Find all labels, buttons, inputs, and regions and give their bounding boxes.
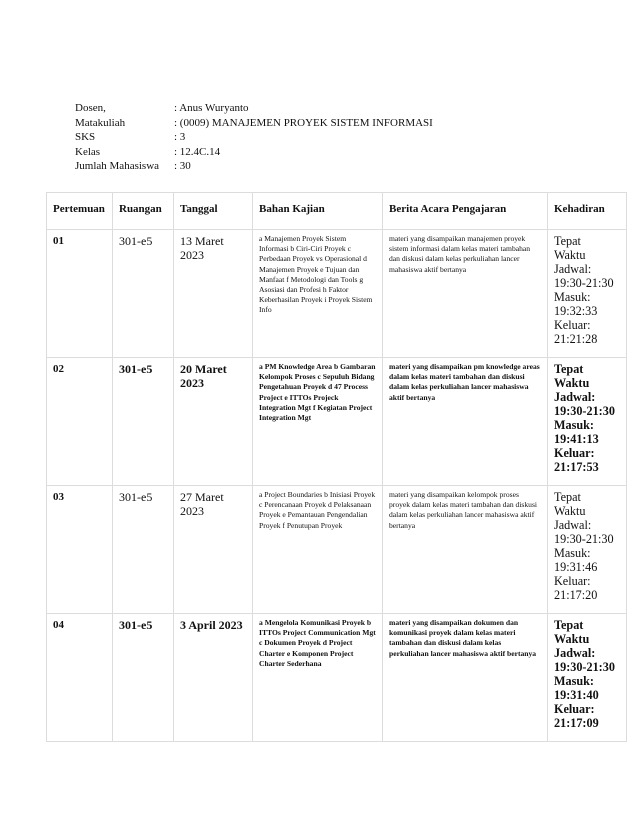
kehadiran-line: Tepat (554, 490, 581, 504)
header-tanggal: Tanggal (174, 193, 253, 230)
table-row (47, 486, 627, 614)
jumlah-label: Jumlah Mahasiswa (75, 160, 160, 172)
kehadiran-line: Keluar: (554, 318, 591, 332)
cell-tanggal: 3 April 2023 (174, 614, 253, 742)
kehadiran-line: Jadwal: (554, 262, 592, 276)
kehadiran-line: Jadwal: (554, 646, 596, 660)
cell-ruangan: 301-e5 (113, 614, 174, 742)
cell-tanggal: 27 Maret 2023 (174, 486, 253, 614)
kehadiran-line: 19:30-21:30 (554, 276, 614, 290)
cell-kehadiran (548, 486, 627, 614)
kelas-label: Kelas (75, 145, 101, 158)
cell-tanggal: 13 Maret 2023 (174, 230, 253, 358)
cell-kehadiran (548, 614, 627, 742)
header-kehadiran: Kehadiran (548, 193, 627, 230)
info-row-matakuliah (75, 116, 433, 131)
kehadiran-line: 21:17:09 (554, 716, 599, 730)
kehadiran-line: Masuk: (554, 418, 594, 432)
cell-pertemuan: 04 (47, 614, 113, 742)
kehadiran-line: Waktu (554, 248, 586, 262)
cell-pertemuan: 02 (47, 358, 113, 486)
kehadiran-line: 19:30-21:30 (554, 660, 615, 674)
kehadiran-line: Keluar: (554, 702, 595, 716)
header-bahan-kajian: Bahan Kajian (253, 193, 383, 230)
cell-bahan-kajian: a Project Boundaries b Inisiasi Proyek c Perencanaan Proyek d Pelaksanaan Proyek e Pemantauan Pengendalian Proyek f Penutupan Proyek (253, 486, 383, 614)
kehadiran-line: Tepat (554, 234, 581, 248)
cell-berita-acara: materi yang disampaikan manajemen proyek sistem informasi dalam kelas materi tambahan dan diskusi dalam kelas perkuliahan lancer mahasiswa aktif bertanya (383, 230, 548, 358)
kehadiran-line: Tepat (554, 362, 584, 376)
info-row-kelas (75, 145, 433, 160)
jumlah-value: : 30 (174, 160, 191, 172)
kehadiran-line: Tepat (554, 618, 584, 632)
table-row (47, 358, 627, 486)
dosen-label: Dosen, (75, 102, 106, 114)
header-ruangan: Ruangan (113, 193, 174, 230)
info-row-sks (75, 130, 433, 145)
dosen-value: : Anus Wuryanto (174, 102, 249, 114)
cell-bahan-kajian: a Manajemen Proyek Sistem Informasi b Ciri-Ciri Proyek c Perbedaan Proyek vs Operasional d Manajemen Proyek e Tujuan dan Manfaat f Metodologi dan Tools g Asosiasi dan Profesi h Faktor Keberhasilan Proyek i Proyek Sistem Info (253, 230, 383, 358)
kehadiran-line: 19:31:40 (554, 688, 599, 702)
header-berita-acara: Berita Acara Pengajaran (383, 193, 548, 230)
header-pertemuan: Pertemuan (47, 193, 113, 230)
cell-ruangan: 301-e5 (113, 486, 174, 614)
kehadiran-line: Waktu (554, 504, 586, 518)
cell-ruangan: 301-e5 (113, 230, 174, 358)
cell-bahan-kajian: a PM Knowledge Area b Gambaran Kelompok Proses c Sepuluh Bidang Pengetahuan Proyek d 47 Process Project e ITTOs Projeck Integration Mgt f Kegiatan Project Integration Mgt (253, 358, 383, 486)
kehadiran-line: Waktu (554, 376, 590, 390)
kehadiran-line: 21:17:20 (554, 588, 598, 602)
kelas-value: : 12.4C.14 (174, 145, 221, 158)
kehadiran-line: 19:31:46 (554, 560, 598, 574)
cell-ruangan: 301-e5 (113, 358, 174, 486)
info-row-dosen (75, 101, 433, 116)
kehadiran-line: 19:32:33 (554, 304, 598, 318)
cell-pertemuan: 01 (47, 230, 113, 358)
table-row (47, 614, 627, 742)
matakuliah-label: Matakuliah (75, 116, 126, 129)
kehadiran-line: Keluar: (554, 446, 595, 460)
kehadiran-line: Waktu (554, 632, 590, 646)
kehadiran-line: 19:30-21:30 (554, 532, 614, 546)
sks-label: SKS (75, 131, 96, 143)
kehadiran-line: 21:21:28 (554, 332, 598, 346)
table-header-row (47, 193, 627, 230)
cell-berita-acara: materi yang disampaikan dokumen dan komunikasi proyek dalam kelas materi tambahan dan diskusi dalam kelas perkuliahan lancer mahasiswa aktif bertanya (383, 614, 548, 742)
kehadiran-line: Masuk: (554, 674, 594, 688)
kehadiran-line: Jadwal: (554, 390, 596, 404)
kehadiran-line: Masuk: (554, 290, 591, 304)
cell-pertemuan: 03 (47, 486, 113, 614)
kehadiran-line: 21:17:53 (554, 460, 599, 474)
cell-bahan-kajian: a Mengelola Komunikasi Proyek b ITTOs Project Communication Mgt c Dokumen Proyek d Project Charter e Komponen Project Charter Sederhana (253, 614, 383, 742)
kehadiran-line: Masuk: (554, 546, 591, 560)
kehadiran-line: Keluar: (554, 574, 591, 588)
cell-berita-acara: materi yang disampaikan kelompok proses proyek dalam kelas materi tambahan dan diskusi dalam kelas perkuliahan lancer mahasiswa aktif bertanya (383, 486, 548, 614)
attendance-table (46, 192, 627, 742)
kehadiran-line: Jadwal: (554, 518, 592, 532)
cell-kehadiran (548, 358, 627, 486)
cell-tanggal: 20 Maret 2023 (174, 358, 253, 486)
kehadiran-line: 19:30-21:30 (554, 404, 615, 418)
cell-kehadiran (548, 230, 627, 358)
matakuliah-value: : (0009) MANAJEMEN PROYEK SISTEM INFORMASI (174, 116, 433, 129)
info-row-jumlah (75, 159, 433, 174)
course-info (75, 101, 433, 174)
cell-berita-acara: materi yang disampaikan pm knowledge areas dalam kelas materi tambahan dan diskusi dalam kelas perkuliahan lancer mahasiswa aktif bertanya (383, 358, 548, 486)
sks-value: : 3 (174, 131, 186, 143)
kehadiran-line: 19:41:13 (554, 432, 599, 446)
table-row (47, 230, 627, 358)
